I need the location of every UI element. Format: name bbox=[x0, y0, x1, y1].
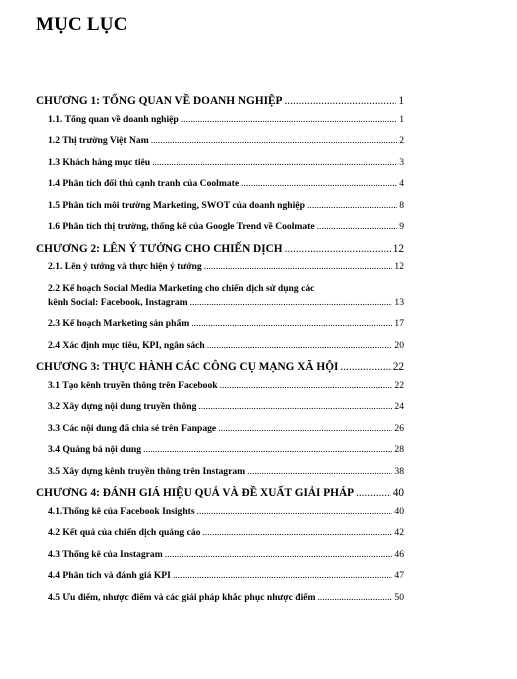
toc-section-1-6[interactable] bbox=[36, 220, 404, 234]
toc-entry-text: CHƯƠNG 4: ĐÁNH GIÁ HIỆU QUẢ VÀ ĐỀ XUẤT GIẢI PHÁP bbox=[36, 487, 355, 499]
toc-page-number: 24 bbox=[394, 401, 404, 412]
toc-entry-text: 1.3 Khách hàng mục tiêu bbox=[48, 156, 151, 168]
dot-leader bbox=[284, 94, 396, 108]
dot-leader bbox=[190, 296, 393, 310]
dot-leader bbox=[173, 569, 393, 583]
toc-entry-text: 3.5 Xây dựng kênh truyền thông trên Instagram bbox=[48, 465, 246, 477]
toc-page-number: 8 bbox=[399, 199, 404, 211]
toc-page-number: 2 bbox=[399, 135, 404, 146]
toc-page-number: 40 bbox=[394, 505, 404, 517]
dot-leader bbox=[307, 199, 397, 213]
dot-leader bbox=[318, 591, 393, 605]
toc-section-1-4[interactable] bbox=[36, 177, 404, 191]
toc-entry-text: 2.4 Xác định mục tiêu, KPI, ngân sách bbox=[48, 339, 205, 351]
toc-section-3-5[interactable] bbox=[36, 465, 404, 479]
dot-leader bbox=[218, 422, 392, 436]
dot-leader bbox=[207, 339, 393, 353]
toc-section-4-1[interactable] bbox=[36, 505, 404, 519]
table-of-contents bbox=[36, 94, 404, 612]
toc-page-number: 17 bbox=[394, 318, 404, 329]
toc-entry-text: 1.5 Phân tích môi trường Marketing, SWOT của doanh nghiệp bbox=[48, 199, 305, 211]
toc-page-number: 40 bbox=[392, 487, 404, 499]
toc-section-2-1[interactable] bbox=[36, 260, 404, 274]
toc-page-number: 26 bbox=[394, 422, 404, 434]
toc-page-number: 20 bbox=[394, 339, 404, 351]
toc-entry-text: 2.3 Kế hoạch Marketing sản phẩm bbox=[48, 318, 190, 329]
dot-leader bbox=[143, 443, 392, 457]
toc-page-number: 12 bbox=[394, 261, 404, 272]
toc-entry-text: 3.2 Xây dựng nội dung truyền thông bbox=[48, 401, 197, 412]
dot-leader bbox=[197, 505, 393, 519]
dot-leader bbox=[191, 317, 392, 331]
toc-page-number: 46 bbox=[394, 548, 404, 560]
toc-section-3-2[interactable] bbox=[36, 400, 404, 414]
toc-entry-text: 3.1 Tạo kênh truyền thông trên Facebook bbox=[48, 379, 218, 391]
toc-page-number: 1 bbox=[398, 95, 404, 107]
toc-page-number: 38 bbox=[394, 465, 404, 477]
dot-leader bbox=[285, 242, 391, 256]
toc-page-number: 42 bbox=[394, 527, 404, 538]
toc-section-4-4[interactable] bbox=[36, 569, 404, 583]
dot-leader bbox=[152, 156, 397, 170]
toc-section-4-3[interactable] bbox=[36, 548, 404, 562]
toc-entry-text: CHƯƠNG 1: TỔNG QUAN VỀ DOANH NGHIỆP bbox=[36, 95, 283, 107]
toc-section-4-2[interactable] bbox=[36, 526, 404, 540]
toc-entry-text: CHƯƠNG 3: THỰC HÀNH CÁC CÔNG CỤ MẠNG XÃ HỘI bbox=[36, 361, 339, 373]
toc-entry-text: 4.4 Phân tích và đánh giá KPI bbox=[48, 570, 171, 581]
page-title: MỤC LỤC bbox=[36, 14, 128, 35]
toc-section-1-1[interactable] bbox=[36, 113, 404, 127]
toc-entry-text-line2: kênh Social: Facebook, Instagram bbox=[48, 296, 188, 308]
toc-page-number: 9 bbox=[399, 221, 404, 232]
toc-chapter-4[interactable] bbox=[36, 486, 404, 500]
toc-entry-text: 4.5 Ưu điểm, nhược điểm và các giải pháp khắc phục nhược điểm bbox=[48, 591, 316, 603]
toc-entry-text: 3.4 Quảng bá nội dung bbox=[48, 444, 142, 455]
toc-section-1-2[interactable] bbox=[36, 134, 404, 148]
toc-entry-text: 1.4 Phân tích đối thủ cạnh tranh của Coolmate bbox=[48, 178, 240, 189]
toc-page-number: 22 bbox=[392, 361, 404, 373]
toc-chapter-3[interactable] bbox=[36, 360, 404, 374]
toc-page-number: 50 bbox=[394, 591, 404, 603]
toc-section-1-3[interactable] bbox=[36, 156, 404, 170]
dot-leader bbox=[241, 177, 397, 191]
toc-section-2-3[interactable] bbox=[36, 317, 404, 331]
dot-leader bbox=[165, 548, 393, 562]
toc-entry-text: 1.2 Thị trường Việt Nam bbox=[48, 135, 149, 146]
toc-entry-text: 1.1. Tổng quan về doanh nghiệp bbox=[48, 113, 179, 125]
toc-section-3-3[interactable] bbox=[36, 422, 404, 436]
toc-section-3-4[interactable] bbox=[36, 443, 404, 457]
toc-section-3-1[interactable] bbox=[36, 379, 404, 393]
toc-page-number: 12 bbox=[392, 242, 404, 255]
toc-entry-text: 3.3 Các nội dung đã chia sẻ trên Fanpage bbox=[48, 422, 217, 434]
toc-page-number: 4 bbox=[399, 178, 404, 189]
toc-chapter-1[interactable] bbox=[36, 94, 404, 108]
toc-entry-text: 2.1. Lên ý tưởng và thực hiện ý tưởng bbox=[48, 261, 202, 272]
toc-section-2-2[interactable] bbox=[36, 282, 404, 310]
toc-entry-text-line1: 2.2 Kế hoạch Social Media Marketing cho chiến dịch sử dụng các bbox=[48, 282, 315, 294]
toc-section-2-4[interactable] bbox=[36, 339, 404, 353]
dot-leader bbox=[151, 134, 398, 148]
dot-leader bbox=[181, 113, 397, 127]
dot-leader bbox=[220, 379, 393, 393]
toc-page-number: 47 bbox=[394, 570, 404, 581]
dot-leader bbox=[317, 220, 398, 234]
dot-leader bbox=[340, 360, 390, 374]
toc-section-1-5[interactable] bbox=[36, 199, 404, 213]
toc-chapter-2[interactable] bbox=[36, 242, 404, 256]
dot-leader bbox=[198, 400, 392, 414]
toc-page-number: 1 bbox=[399, 113, 404, 125]
toc-entry-text: 1.6 Phân tích thị trường, thống kê của Google Trend về Coolmate bbox=[48, 221, 315, 232]
dot-leader bbox=[247, 465, 392, 479]
toc-page-number: 28 bbox=[394, 444, 404, 455]
toc-entry-text: 4.1.Thống kê của Facebook Insights bbox=[48, 505, 195, 517]
dot-leader bbox=[356, 486, 391, 500]
toc-page-number: 13 bbox=[394, 296, 404, 308]
toc-entry-text: 4.2 Kết quả của chiến dịch quảng cáo bbox=[48, 527, 201, 538]
toc-page-number: 3 bbox=[399, 156, 404, 168]
toc-entry-text: CHƯƠNG 2: LÊN Ý TƯỞNG CHO CHIẾN DỊCH bbox=[36, 242, 283, 255]
dot-leader bbox=[202, 526, 392, 540]
toc-page-number: 22 bbox=[394, 379, 404, 391]
toc-section-4-5[interactable] bbox=[36, 591, 404, 605]
dot-leader bbox=[204, 260, 393, 274]
toc-entry-text: 4.3 Thống kê của Instagram bbox=[48, 548, 163, 560]
